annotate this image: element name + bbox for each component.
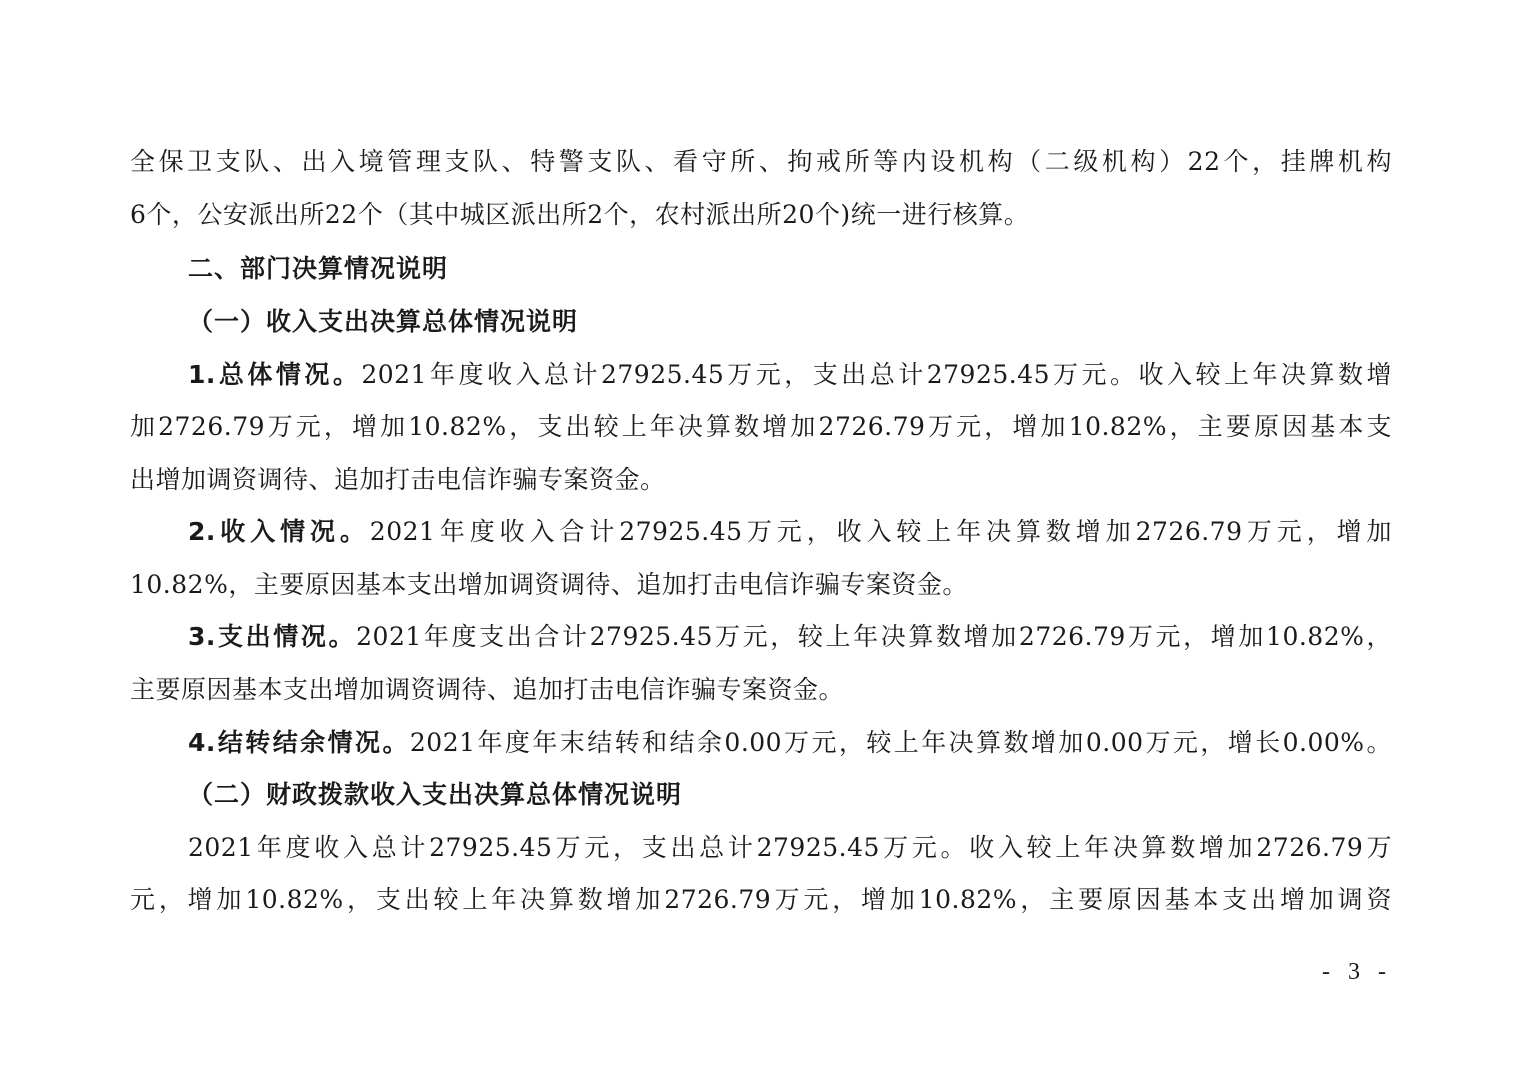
paragraph-lead: 3.支出情况。 <box>188 622 357 651</box>
section-heading: 二、部门决算情况说明 <box>188 254 449 283</box>
body-text-line: 主要原因基本支出增加调资调待、追加打击电信诈骗专案资金。 <box>130 675 845 704</box>
subsection-heading: （二）财政拨款收入支出决算总体情况说明 <box>188 780 683 809</box>
subsection-heading: （一）收入支出决算总体情况说明 <box>188 307 579 336</box>
paragraph-first-line <box>188 620 1392 654</box>
paragraph-text: 2021年度收入合计27925.45万元，收入较上年决算数增加2726.79万元，增加 <box>369 517 1392 546</box>
body-text-line: 全保卫支队、出入境管理支队、特警支队、看守所、拘戒所等内设机构（二级机构）22个，挂牌机构 <box>130 147 1392 176</box>
body-text-line: 元，增加10.82%，支出较上年决算数增加2726.79万元，增加10.82%，主要原因基本支出增加调资 <box>130 885 1392 914</box>
paragraph-lead: 2.收入情况。 <box>188 517 370 546</box>
paragraph-text: 2021年度年末结转和结余0.00万元，较上年决算数增加0.00万元，增长0.00%。 <box>409 728 1392 757</box>
paragraph-first-line <box>188 358 1392 392</box>
paragraph-first-line <box>188 726 1392 760</box>
paragraph-text: 2021年度支出合计27925.45万元，较上年决算数增加2726.79万元，增加10.82%， <box>356 622 1392 651</box>
paragraph-lead: 4.结转结余情况。 <box>188 728 410 757</box>
paragraph-first-line <box>188 515 1392 549</box>
paragraph-lead: 1.总体情况。 <box>188 360 362 389</box>
paragraph-first-line: 2021年度收入总计27925.45万元，支出总计27925.45万元。收入较上年决算数增加2726.79万 <box>188 833 1392 862</box>
page-number: - 3 - <box>1322 959 1392 985</box>
body-text-line: 出增加调资调待、追加打击电信诈骗专案资金。 <box>130 465 666 494</box>
body-text-line: 6个，公安派出所22个（其中城区派出所2个，农村派出所20个)统一进行核算。 <box>130 200 1030 229</box>
body-text-line: 加2726.79万元，增加10.82%，支出较上年决算数增加2726.79万元，增加10.82%，主要原因基本支 <box>130 412 1392 441</box>
body-text-line: 10.82%，主要原因基本支出增加调资调待、追加打击电信诈骗专案资金。 <box>130 570 968 599</box>
paragraph-text: 2021年度收入总计27925.45万元，支出总计27925.45万元。收入较上年决算数增 <box>361 360 1392 389</box>
